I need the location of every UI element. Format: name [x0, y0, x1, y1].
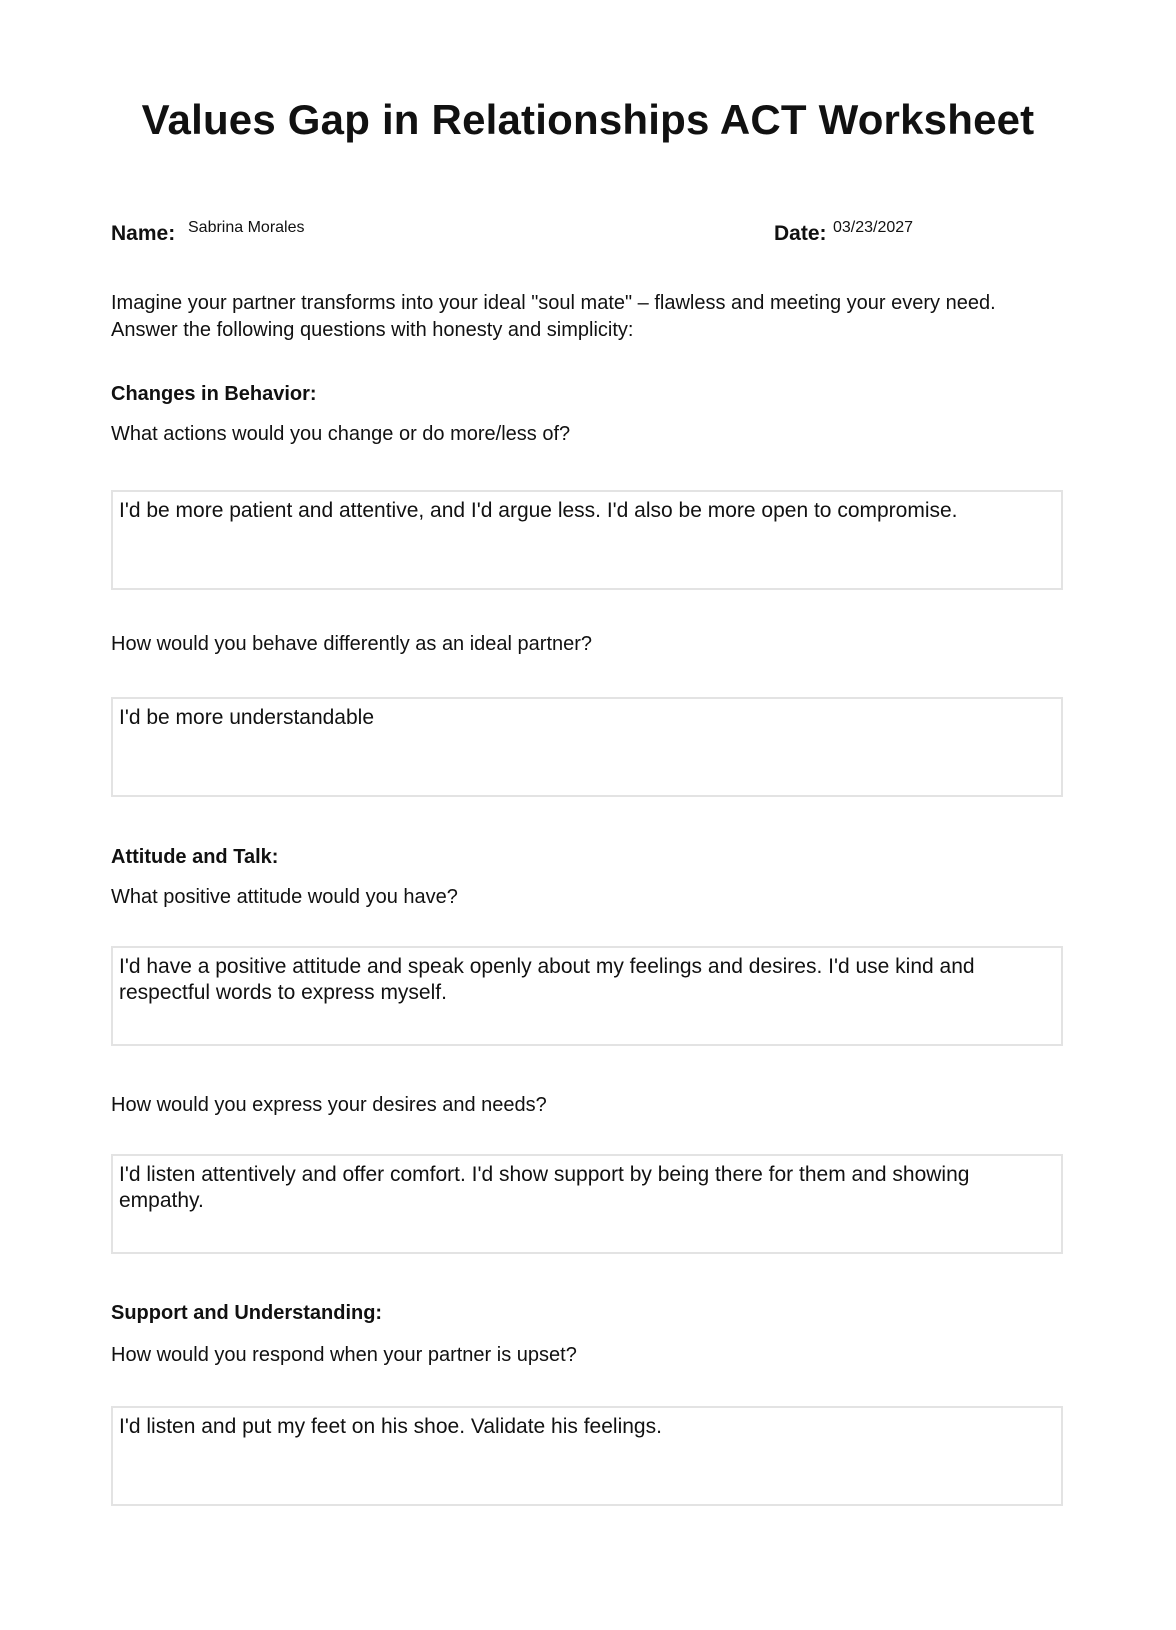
- answer-field[interactable]: [111, 1406, 1063, 1506]
- date-label: Date:: [774, 222, 827, 245]
- date-field[interactable]: 03/23/2027: [833, 219, 914, 236]
- section-heading-support: Support and Understanding:: [111, 1302, 383, 1324]
- answer-text: I'd listen attentively and offer comfort. I'd show support by being there for them and showing empathy.: [119, 1163, 970, 1212]
- instructions: Imagine your partner transforms into your ideal "soul mate" – flawless and meeting your every need. Answer the following questions with honesty and simplicity:: [111, 292, 996, 341]
- answer-text: I'd have a positive attitude and speak openly about my feelings and desires. I'd use kind and respectful words to express myself.: [119, 955, 975, 1004]
- answer-text: I'd listen and put my feet on his shoe. Validate his feelings.: [119, 1415, 662, 1438]
- answer-field[interactable]: [111, 490, 1063, 590]
- page-title: Values Gap in Relationships ACT Worksheet: [141, 96, 1035, 143]
- answer-field[interactable]: [111, 697, 1063, 797]
- name-label: Name:: [111, 222, 176, 245]
- answer-field[interactable]: [111, 1154, 1063, 1254]
- answer-text: I'd be more patient and attentive, and I'd argue less. I'd also be more open to compromise.: [119, 499, 958, 522]
- answer-text: I'd be more understandable: [119, 706, 375, 729]
- question-label: How would you respond when your partner is upset?: [111, 1344, 577, 1366]
- section-heading-attitude: Attitude and Talk:: [111, 846, 279, 868]
- section-heading-behavior: Changes in Behavior:: [111, 383, 317, 405]
- question-label: How would you express your desires and needs?: [111, 1094, 547, 1116]
- question-label: How would you behave differently as an ideal partner?: [111, 633, 593, 655]
- question-label: What actions would you change or do more/less of?: [111, 423, 571, 445]
- name-field[interactable]: Sabrina Morales: [188, 219, 305, 236]
- answer-field[interactable]: [111, 946, 1063, 1046]
- question-label: What positive attitude would you have?: [111, 886, 458, 908]
